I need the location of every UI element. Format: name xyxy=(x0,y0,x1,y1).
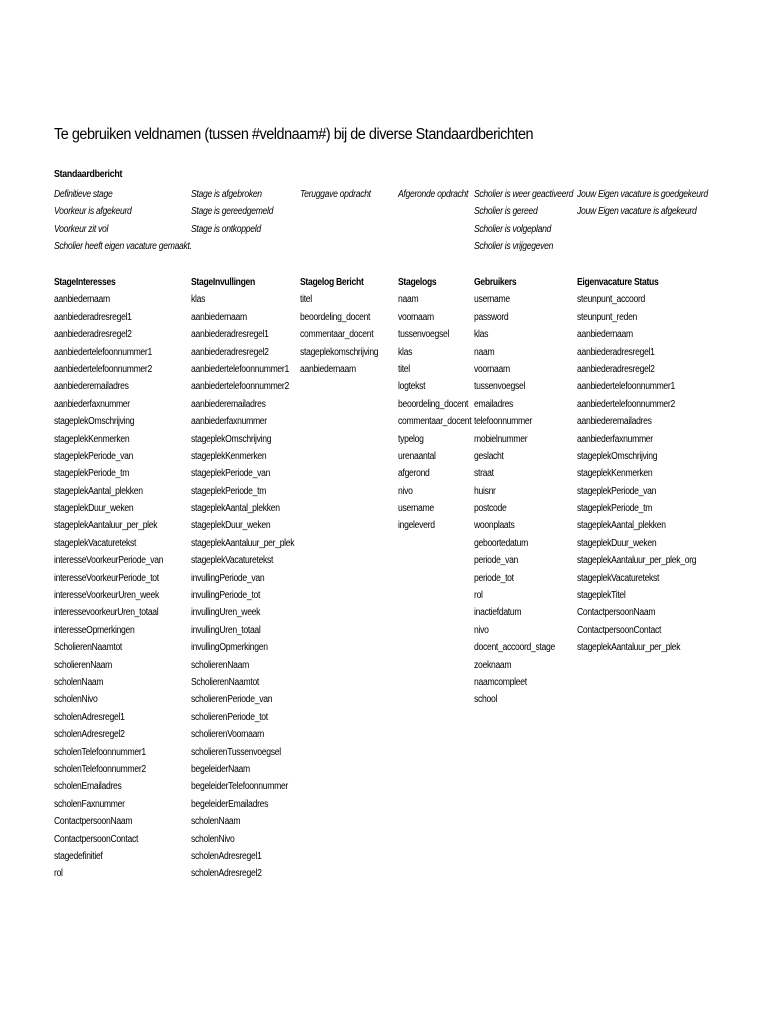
field-name: scholierenVoornaam xyxy=(191,729,264,741)
field-name: begeleiderNaam xyxy=(191,763,250,775)
field-name: postcode xyxy=(474,503,507,515)
standaardbericht-item: Jouw Eigen vacature is afgekeurd xyxy=(577,206,697,218)
field-name: aanbiedertelefoonnummer1 xyxy=(54,346,152,358)
field-name: stageplekPeriode_van xyxy=(577,485,657,497)
field-name: scholenNivo xyxy=(54,694,98,706)
field-name: klas xyxy=(191,294,206,306)
field-name: stageplekAantaluur_per_plek xyxy=(191,537,295,549)
field-name: ingeleverd xyxy=(398,520,435,532)
field-name: aanbiedertelefoonnummer1 xyxy=(577,381,675,393)
field-column-stagelog-bericht xyxy=(300,274,391,378)
field-name: aanbiederemailadres xyxy=(191,398,266,410)
field-name: scholenEmailadres xyxy=(54,781,122,793)
field-name: klas xyxy=(398,346,413,358)
field-name: scholenAdresregel1 xyxy=(54,711,125,723)
field-name: aanbiederadresregel1 xyxy=(577,346,655,358)
field-name: stageplekOmschrijving xyxy=(191,433,272,445)
field-column-gebruikers xyxy=(474,274,568,709)
field-name: telefoonnummer xyxy=(474,416,532,428)
field-name: stageplekAantaluur_per_plek xyxy=(54,520,158,532)
field-name: geboortedatum xyxy=(474,537,528,549)
field-name: aanbiedernaam xyxy=(54,294,110,306)
column-heading: StageInvullingen xyxy=(191,277,256,288)
field-name: titel xyxy=(398,363,410,375)
field-name: scholenAdresregel2 xyxy=(191,868,262,880)
field-name: begeleiderEmailadres xyxy=(191,798,269,810)
field-name: aanbiedernaam xyxy=(300,363,356,375)
field-name: afgerond xyxy=(398,468,430,480)
field-name: scholierenTussenvoegsel xyxy=(191,746,281,758)
field-name: stageplekomschrijving xyxy=(300,346,379,358)
standaardbericht-column-6 xyxy=(577,186,729,221)
field-name: stageplekAantal_plekken xyxy=(54,485,143,497)
field-column-stageinteresses xyxy=(54,274,181,883)
field-name: aanbiedertelefoonnummer2 xyxy=(191,381,289,393)
field-name: scholenTelefoonnummer2 xyxy=(54,763,146,775)
field-name: steunpunt_accoord xyxy=(577,294,646,306)
field-name: aanbiederfaxnummer xyxy=(191,416,267,428)
field-name: stageplekKenmerken xyxy=(54,433,130,445)
field-name: stageplekTitel xyxy=(577,590,626,602)
field-name: aanbiederadresregel2 xyxy=(191,346,269,358)
field-name: stageplekOmschrijving xyxy=(54,416,135,428)
field-name: inactiefdatum xyxy=(474,607,522,619)
field-name: invullingUren_week xyxy=(191,607,261,619)
field-name: klas xyxy=(474,329,489,341)
field-name: stageplekPeriode_tm xyxy=(191,485,267,497)
field-name: naam xyxy=(474,346,495,358)
field-name: username xyxy=(398,503,434,515)
column-heading: Stagelogs xyxy=(398,277,437,288)
field-name: interesseVoorkeurUren_week xyxy=(54,590,160,602)
field-name: interessevoorkeurUren_totaal xyxy=(54,607,159,619)
field-name: aanbiederadresregel2 xyxy=(54,329,132,341)
field-name: stageplekKenmerken xyxy=(577,468,653,480)
field-name: aanbiedertelefoonnummer2 xyxy=(54,363,152,375)
field-name: periode_tot xyxy=(474,572,514,584)
field-name: interesseOpmerkingen xyxy=(54,624,135,636)
field-name: huisnr xyxy=(474,485,496,497)
field-name: password xyxy=(474,311,509,323)
field-name: emailadres xyxy=(474,398,514,410)
standaardbericht-item: Teruggave opdracht xyxy=(300,189,371,200)
field-name: zoeknaam xyxy=(474,659,512,671)
field-name: ContactpersoonNaam xyxy=(577,607,656,619)
field-name: woonplaats xyxy=(474,520,515,532)
standaardbericht-item: Afgeronde opdracht xyxy=(398,189,469,200)
field-name: school xyxy=(474,694,498,706)
field-name: steunpunt_reden xyxy=(577,311,638,323)
field-name: ScholierenNaamtot xyxy=(191,676,260,688)
field-name: ContactpersoonNaam xyxy=(54,816,133,828)
section-title-standaardbericht: Standaardbericht xyxy=(54,169,123,180)
field-name: scholierenNaam xyxy=(54,659,112,671)
field-name: invullingUren_totaal xyxy=(191,624,261,636)
field-name: geslacht xyxy=(474,450,504,462)
field-name: ContactpersoonContact xyxy=(54,833,139,845)
standaardbericht-column-4 xyxy=(398,186,480,203)
standaardbericht-item: Voorkeur zit vol xyxy=(54,223,109,235)
field-name: invullingPeriode_van xyxy=(191,572,265,584)
field-name: scholenNaam xyxy=(54,676,104,688)
field-name: rol xyxy=(54,868,63,880)
field-name: stagedefinitief xyxy=(54,850,103,862)
standaardbericht-column-2 xyxy=(191,186,287,238)
field-name: straat xyxy=(474,468,494,480)
standaardbericht-item: Scholier is gereed xyxy=(474,206,538,218)
field-name: scholenTelefoonnummer1 xyxy=(54,746,146,758)
field-name: commentaar_docent xyxy=(300,329,374,341)
field-name: ContactpersoonContact xyxy=(577,624,662,636)
field-name: beoordeling_docent xyxy=(398,398,469,410)
field-name: aanbiederemailadres xyxy=(54,381,129,393)
field-name: stageplekPeriode_tm xyxy=(54,468,130,480)
field-name: stageplekVacaturetekst xyxy=(54,537,137,549)
field-name: username xyxy=(474,294,510,306)
standaardbericht-item: Stage is afgebroken xyxy=(191,189,262,200)
field-name: aanbiederemailadres xyxy=(577,416,652,428)
field-name: stageplekAantal_plekken xyxy=(577,520,666,532)
field-name: tussenvoegsel xyxy=(398,329,450,341)
field-name: ScholierenNaamtot xyxy=(54,642,123,654)
field-name: scholenNivo xyxy=(191,833,235,845)
field-name: typelog xyxy=(398,433,424,445)
field-name: scholierenPeriode_van xyxy=(191,694,273,706)
field-name: periode_van xyxy=(474,555,519,567)
standaardbericht-item: Jouw Eigen vacature is goedgekeurd xyxy=(577,189,708,200)
field-name: urenaantal xyxy=(398,450,436,462)
field-name: scholenAdresregel2 xyxy=(54,729,125,741)
field-name: docent_accoord_stage xyxy=(474,642,556,654)
field-name: voornaam xyxy=(474,363,510,375)
field-name: scholierenNaam xyxy=(191,659,249,671)
field-name: commentaar_docent xyxy=(398,416,472,428)
field-name: aanbiederfaxnummer xyxy=(54,398,130,410)
field-column-eigenvacature-status xyxy=(577,274,716,657)
field-name: nivo xyxy=(474,624,489,636)
standaardbericht-column-5 xyxy=(474,186,589,256)
page-title: Te gebruiken veldnamen (tussen #veldnaam#) bij de diverse Standaardberichten xyxy=(54,126,534,143)
field-name: aanbiedernaam xyxy=(577,329,633,341)
field-name: interesseVoorkeurPeriode_tot xyxy=(54,572,159,584)
field-name: begeleiderTelefoonnummer xyxy=(191,781,289,793)
field-name: titel xyxy=(300,294,312,306)
standaardbericht-item: Definitieve stage xyxy=(54,189,113,200)
field-name: aanbiedertelefoonnummer1 xyxy=(191,363,289,375)
standaardbericht-item: Scholier is vrijgegeven xyxy=(474,241,554,253)
field-name: stageplekDuur_weken xyxy=(577,537,657,549)
field-name: naam xyxy=(398,294,419,306)
standaardbericht-item: Scholier heeft eigen vacature gemaakt. xyxy=(54,241,192,253)
standaardbericht-item: Scholier is volgepland xyxy=(474,223,552,235)
field-name: stageplekPeriode_van xyxy=(191,468,271,480)
standaardbericht-item: Stage is gereedgemeld xyxy=(191,206,274,218)
field-name: aanbiedernaam xyxy=(191,311,247,323)
field-name: beoordeling_docent xyxy=(300,311,371,323)
standaardbericht-item: Voorkeur is afgekeurd xyxy=(54,206,132,218)
field-column-stageinvullingen xyxy=(191,274,311,883)
field-name: stageplekDuur_weken xyxy=(191,520,271,532)
standaardbericht-item: Scholier is weer geactiveerd xyxy=(474,189,574,200)
field-name: aanbiederfaxnummer xyxy=(577,433,653,445)
field-name: naamcompleet xyxy=(474,676,527,688)
field-name: stageplekPeriode_van xyxy=(54,450,134,462)
field-name: scholenFaxnummer xyxy=(54,798,125,810)
field-name: voornaam xyxy=(398,311,434,323)
field-name: stageplekOmschrijving xyxy=(577,450,658,462)
standaardberichten-table xyxy=(0,186,770,266)
field-name: aanbiederadresregel1 xyxy=(54,311,132,323)
field-column-stagelogs xyxy=(398,274,483,535)
field-name: scholenNaam xyxy=(191,816,241,828)
column-heading: Eigenvacature Status xyxy=(577,277,659,288)
field-name: stageplekKenmerken xyxy=(191,450,267,462)
field-name: stageplekAantaluur_per_plek xyxy=(577,642,681,654)
field-name: aanbiederadresregel2 xyxy=(577,363,655,375)
standaardbericht-column-3 xyxy=(300,186,382,203)
field-name: stageplekPeriode_tm xyxy=(577,503,653,515)
field-name: stageplekVacaturetekst xyxy=(191,555,274,567)
field-name: logtekst xyxy=(398,381,426,393)
field-name: stageplekVacaturetekst xyxy=(577,572,660,584)
field-name: nivo xyxy=(398,485,413,497)
field-name: invullingPeriode_tot xyxy=(191,590,261,602)
standaardbericht-item: Stage is ontkoppeld xyxy=(191,223,261,235)
field-name: tussenvoegsel xyxy=(474,381,526,393)
veldnamen-table xyxy=(0,274,770,894)
field-name: mobielnummer xyxy=(474,433,528,445)
field-name: stageplekAantal_plekken xyxy=(191,503,280,515)
field-name: aanbiedertelefoonnummer2 xyxy=(577,398,675,410)
field-name: invullingOpmerkingen xyxy=(191,642,268,654)
column-heading: Stagelog Bericht xyxy=(300,277,364,288)
field-name: stageplekDuur_weken xyxy=(54,503,134,515)
field-name: rol xyxy=(474,590,483,602)
column-heading: StageInteresses xyxy=(54,277,116,288)
field-name: aanbiederadresregel1 xyxy=(191,329,269,341)
field-name: scholierenPeriode_tot xyxy=(191,711,268,723)
field-name: scholenAdresregel1 xyxy=(191,850,262,862)
column-heading: Gebruikers xyxy=(474,277,517,288)
field-name: stageplekAantaluur_per_plek_org xyxy=(577,555,697,567)
field-name: interesseVoorkeurPeriode_van xyxy=(54,555,164,567)
